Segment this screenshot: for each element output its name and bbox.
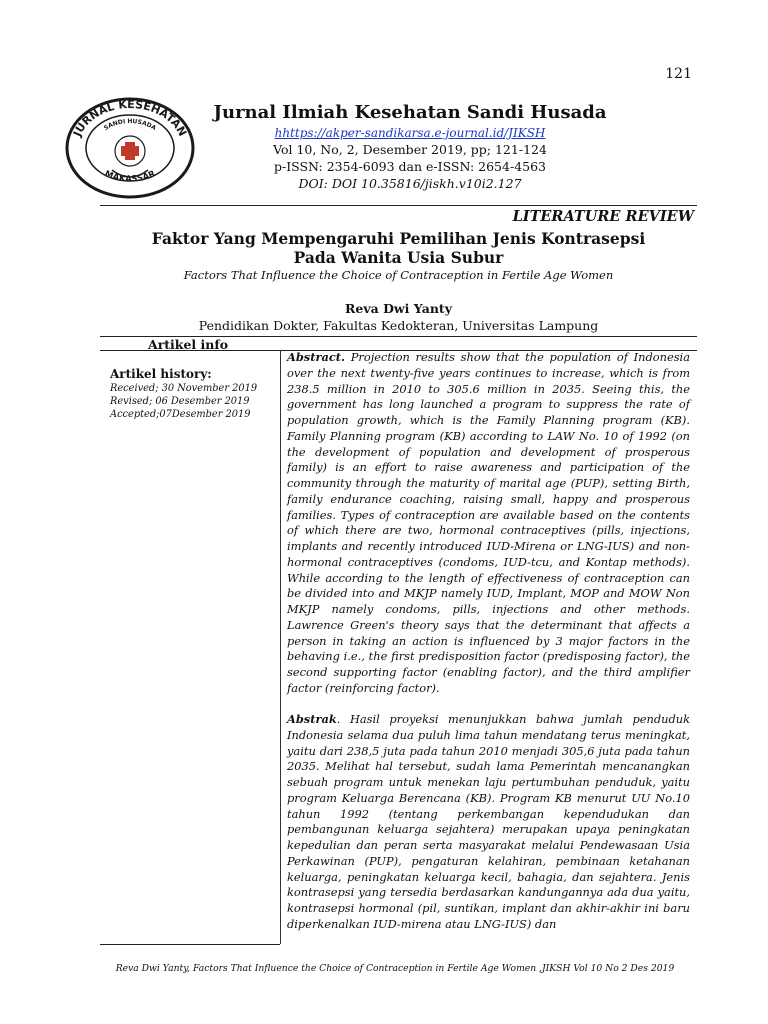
abstract-english-text: Projection results show that the population of Indonesia over the next twenty-five years continues to increase, which is from 238.5 million in 2010 to 305.6 million in 2035. Seeing this, the government has long launched a program to suppress the rate of population growth, which is the Family Planning program (KB). Family Planning program (KB) according to LAW No. 10 of 1992 (on the development of population and development of prosperous family) is an effort to raise awareness and participation of the community through the maturity of marital age (PUP), setting Birth, family endurance coaching, raising small, happy and prosperous families. Types of contraception are available based on the contents of which there are two, hormonal contraceptives (pills, injections, implants and recently introduced IUD-Mirena or LNG-IUS) and non-hormonal contraceptives (condoms, IUD-tcu, and Kontap methods). While according to the length of effectiveness of contraception can be divided into and MKJP namely IUD, Implant, MOP and MOW Non MKJP namely condoms, pills, injections and other methods. Lawrence Green's theory says that the determinant that affects a person in taking an action is influenced by 3 major factors in the behaving i.e., the first predisposition factor (predisposing factor), the second supporting factor (enabling factor), and the third amplifier factor (reinforcing factor). xyxy=(287,350,690,695)
author-name: Reva Dwi Yanty xyxy=(345,301,452,316)
history-accepted: Accepted;07Desember 2019 xyxy=(110,409,251,420)
abstract-english xyxy=(287,350,690,697)
history-received: Received; 30 November 2019 xyxy=(110,383,258,394)
journal-title: Jurnal Ilmiah Kesehatan Sandi Husada xyxy=(213,102,607,123)
page-footer: Reva Dwi Yanty, Factors That Influence the Choice of Contraception in Fertile Age Women ,JIKSH Vol 10 No 2 Des 2019 xyxy=(115,963,675,974)
article-subtitle: Factors That Influence the Choice of Contraception in Fertile Age Women xyxy=(183,268,614,282)
journal-issn: p-ISSN: 2354-6093 dan e-ISSN: 2654-4563 xyxy=(273,159,547,174)
journal-doi: DOI: DOI 10.35816/jiskh.v10i2.127 xyxy=(298,176,522,191)
artikel-info-heading: Artikel info xyxy=(148,337,229,352)
info-column-bottom-divider xyxy=(100,944,280,945)
article-history-title: Artikel history: xyxy=(110,367,212,381)
abstract-indonesian xyxy=(287,712,690,933)
history-revised: Revised; 06 Desember 2019 xyxy=(110,396,250,407)
abstract-english-label: Abstract. xyxy=(287,350,346,364)
journal-volume: Vol 10, No, 2, Desember 2019, pp; 121-124 xyxy=(273,142,547,157)
article-title-line-2: Pada Wanita Usia Subur xyxy=(293,248,504,267)
author-affiliation: Pendidikan Dokter, Fakultas Kedokteran, Universitas Lampung xyxy=(198,318,599,333)
logo-ring-text-top: JURNAL KESEHATAN xyxy=(70,97,190,139)
journal-logo xyxy=(64,96,196,200)
logo-ring-text-bottom: MAKASSAR xyxy=(102,169,158,185)
article-title-line-1: Faktor Yang Mempengaruhi Pemilihan Jenis Kontrasepsi xyxy=(151,229,646,248)
abstract-indonesian-label: Abstrak xyxy=(287,712,337,726)
article-type: LITERATURE REVIEW xyxy=(512,208,694,225)
header-divider xyxy=(100,205,697,206)
abstract-indonesian-text: . Hasil proyeksi menunjukkan bahwa jumlah penduduk Indonesia selama dua puluh lima tahun mendatang terus meningkat, yaitu dari 238,5 juta pada tahun 2010 menjadi 305,6 juta pada tahun 2035. Melihat hal tersebut, sudah lama Pemerintah mencanangkan sebuah program untuk menekan laju pertumbuhan penduduk, yaitu program Keluarga Berencana (KB). Program KB menurut UU No.10 tahun 1992 (tentang perkembangan kependudukan dan pembangunan keluarga sejahtera) merupakan upaya peningkatan kepedulian dan peran serta masyarakat melalui Pendewasaan Usia Perkawinan (PUP), pengaturan kelahiran, pembinaan ketahanan keluarga, peningkatan keluarga kecil, bahagia, dan sejahtera. Jenis kontrasepsi yang tersedia berdasarkan kandungannya ada dua yaitu, kontrasepsi hormonal (pil, suntikan, implant dan akhir-akhir ini baru diperkenalkan IUD-mirena atau LNG-IUS) dan xyxy=(287,712,690,931)
page-number: 121 xyxy=(665,66,692,82)
logo-ring-text-inner: SANDI HUSADA xyxy=(102,117,158,132)
logo-emblem-icon xyxy=(112,136,148,177)
journal-url-link[interactable]: hhttps://akper-sandikarsa.e-journal.id/JIKSH xyxy=(274,126,546,140)
column-divider xyxy=(280,350,281,944)
svg-text:SANDI HUSADA xyxy=(103,118,158,132)
